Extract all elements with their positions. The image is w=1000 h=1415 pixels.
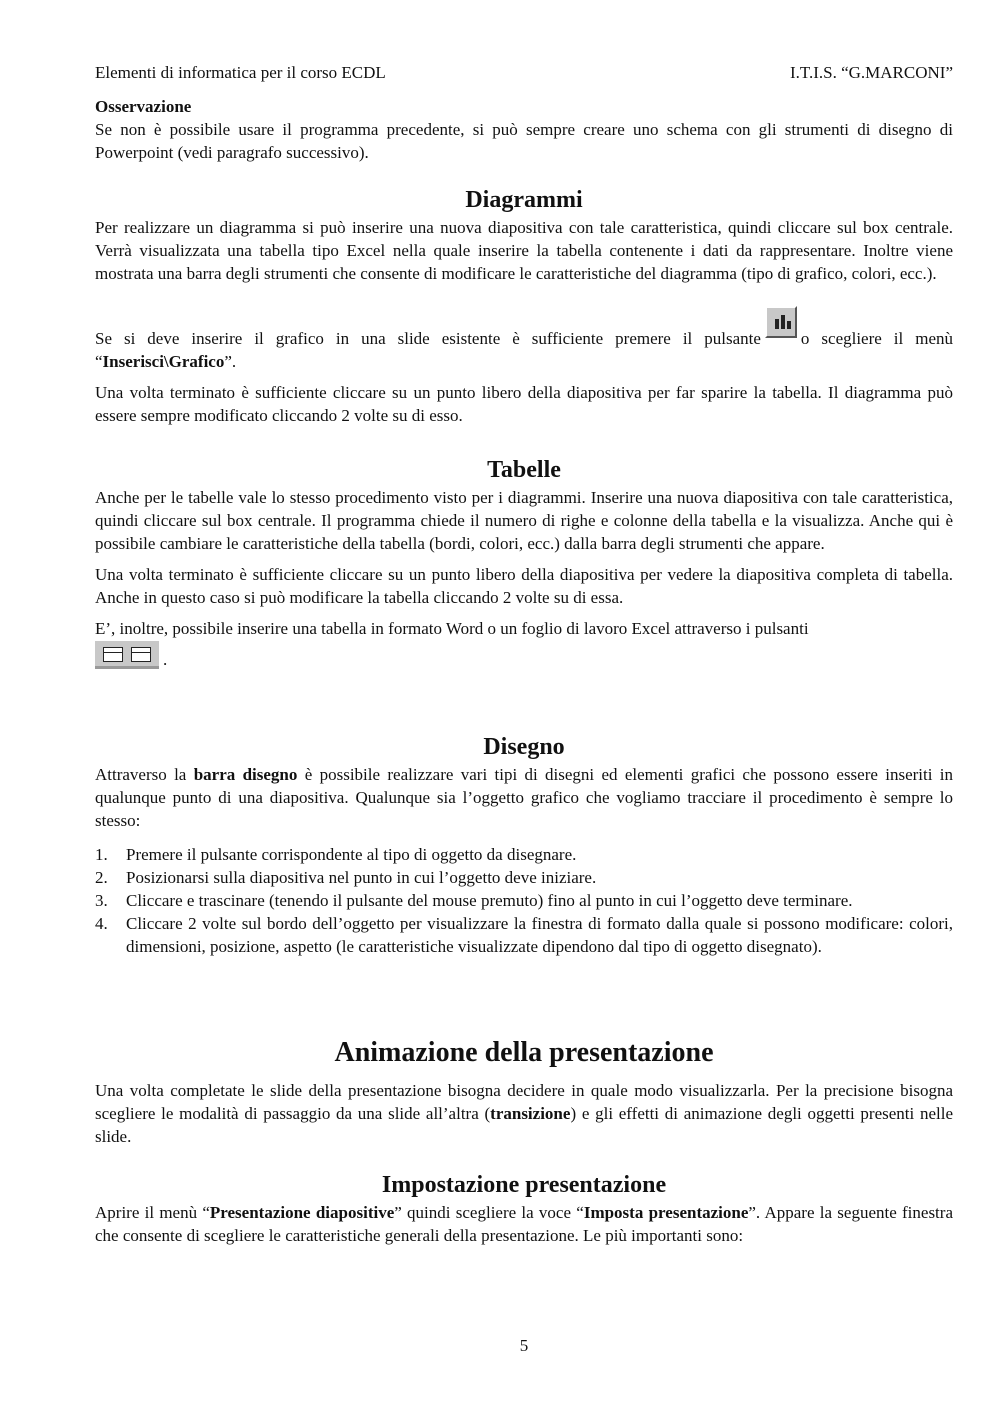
menu-imposta-presentazione: Imposta presentazione: [583, 1203, 749, 1222]
section-animazione: [95, 1037, 953, 1148]
section-title-tabelle: Tabelle: [487, 457, 561, 483]
table-buttons-icon: [95, 641, 159, 669]
disegno-p1-before: Attraverso la: [95, 765, 187, 784]
observation-text: Se non è possibile usare il programma precedente, si può sempre creare uno schema con gli strumenti di disegno di Powerpoint (vedi paragrafo successivo).: [95, 120, 953, 162]
disegno-steps-list: [95, 843, 953, 958]
animazione-paragraph-1: [95, 1079, 953, 1148]
section-title-disegno: Disegno: [483, 734, 565, 760]
diagrammi-p2-end: ”.: [224, 352, 237, 371]
disegno-p1-after: è possibile realizzare vari tipi di disegni ed elementi grafici che possono essere inseriti in qualunque punto di una diapositiva. Qualunque sia l’oggetto grafico che vogliamo tracciare il procedimento è sempre lo stesso:: [95, 765, 954, 830]
transizione-term: transizione: [490, 1104, 571, 1123]
animazione-p1-before: Una volta completate le slide della presentazione bisogna decidere in quale modo visualizzarla. Per la precisione bisogna scegliere le modalità di passaggio da una slide all’altra (: [95, 1081, 953, 1123]
menu-inserisci-grafico: Inserisci\Grafico: [102, 352, 225, 371]
disegno-paragraph-1: [95, 763, 953, 832]
chart-icon: [765, 306, 797, 338]
diagrammi-paragraph-3: Una volta terminato è sufficiente cliccare su un punto libero della diapositiva per far sparire la tabella. Il diagramma può essere sempre modificato cliccando 2 volte su di esso.: [95, 383, 953, 425]
tabelle-paragraph-1: Anche per le tabelle vale lo stesso procedimento visto per i diagrammi. Inserire una nuova diapositiva con tale caratteristica, quindi cliccare sul box centrale. Il programma chiede il numero di righe e colonne della tabella e la visualizza. Anche qui è possibile cambiare le caratteristiche della tabella (bordi, colori, ecc.) dalla barra degli strumenti che appare.: [95, 488, 953, 553]
list-item: 1. Premere il pulsante corrispondente al tipo di oggetto da disegnare.: [95, 845, 577, 864]
list-item: 4. Cliccare 2 volte sul bordo dell’oggetto per visualizzare la finestra di formato dalla quale si possono modificare: colori, dimensioni, posizione, aspetto (le caratteristiche visualizzate dipendono dal tipo di oggetto disegnato).: [95, 914, 953, 956]
diagrammi-paragraph-2: [95, 306, 953, 373]
tabelle-p3-end: .: [163, 650, 168, 669]
diagrammi-p2-after: o scegliere il menù “: [95, 329, 953, 371]
word-table-icon: [103, 647, 123, 662]
section-title-impostazione: Impostazione presentazione: [381, 1172, 667, 1198]
observation-block: [95, 118, 953, 164]
diagrammi-p2-before: Se si deve inserire il grafico in una slide esistente è sufficiente premere il pulsante: [95, 329, 761, 348]
section-tabelle: [95, 456, 953, 675]
observation-title: Osservazione: [95, 97, 192, 116]
tabelle-paragraph-2: Una volta terminato è sufficiente cliccare su un punto libero della diapositiva per vedere la diapositiva completa di tabella. Anche in questo caso si può modificare la tabella cliccando 2 volte su di essa.: [95, 565, 953, 607]
list-item: 2. Posizionarsi sulla diapositiva nel punto in cui l’oggetto deve iniziare.: [95, 868, 597, 887]
header-right: I.T.I.S. “G.MARCONI”: [789, 63, 953, 82]
chapter-title-animazione: Animazione della presentazione: [334, 1037, 714, 1068]
section-impostazione: [95, 1171, 953, 1247]
menu-presentazione-diapositive: Presentazione diapositive: [209, 1203, 395, 1222]
impostazione-paragraph-1: Aprire il menù “Presentazione diapositive” quindi scegliere la voce “Imposta presentazione”. Appare la seguente finestra che consente di scegliere le caratteristiche generali della presentazione. Le più importanti sono:: [95, 1203, 953, 1245]
header-left: Elementi di informatica per il corso ECDL: [95, 63, 386, 82]
section-title-diagrammi: Diagrammi: [465, 187, 583, 213]
animazione-p1-after: ) e gli effetti di animazione degli oggetti presenti nelle slide.: [95, 1104, 954, 1146]
list-item: 3. Cliccare e trascinare (tenendo il pulsante del mouse premuto) fino al punto in cui l’oggetto deve terminare.: [95, 891, 853, 910]
page-number: 5: [519, 1336, 529, 1355]
tabelle-paragraph-3: E’, inoltre, possibile inserire una tabella in formato Word o un foglio di lavoro Excel attraverso i pulsanti: [95, 619, 809, 638]
excel-sheet-icon: [131, 647, 151, 662]
diagrammi-paragraph-1: Per realizzare un diagramma si può inserire una nuova diapositiva con tale caratteristica, quindi cliccare sul box centrale. Verrà visualizzata una tabella tipo Excel nella quale inserire la tabella contenente i dati da rappresentare. Inoltre viene mostrata una barra degli strumenti che consente di modificare le caratteristiche del diagramma (tipo di grafico, colori, ecc.).: [95, 218, 953, 283]
barra-disegno-term: barra disegno: [193, 765, 298, 784]
section-disegno: [95, 733, 953, 958]
table-buttons-row: [95, 641, 953, 675]
section-diagrammi: [95, 186, 953, 427]
